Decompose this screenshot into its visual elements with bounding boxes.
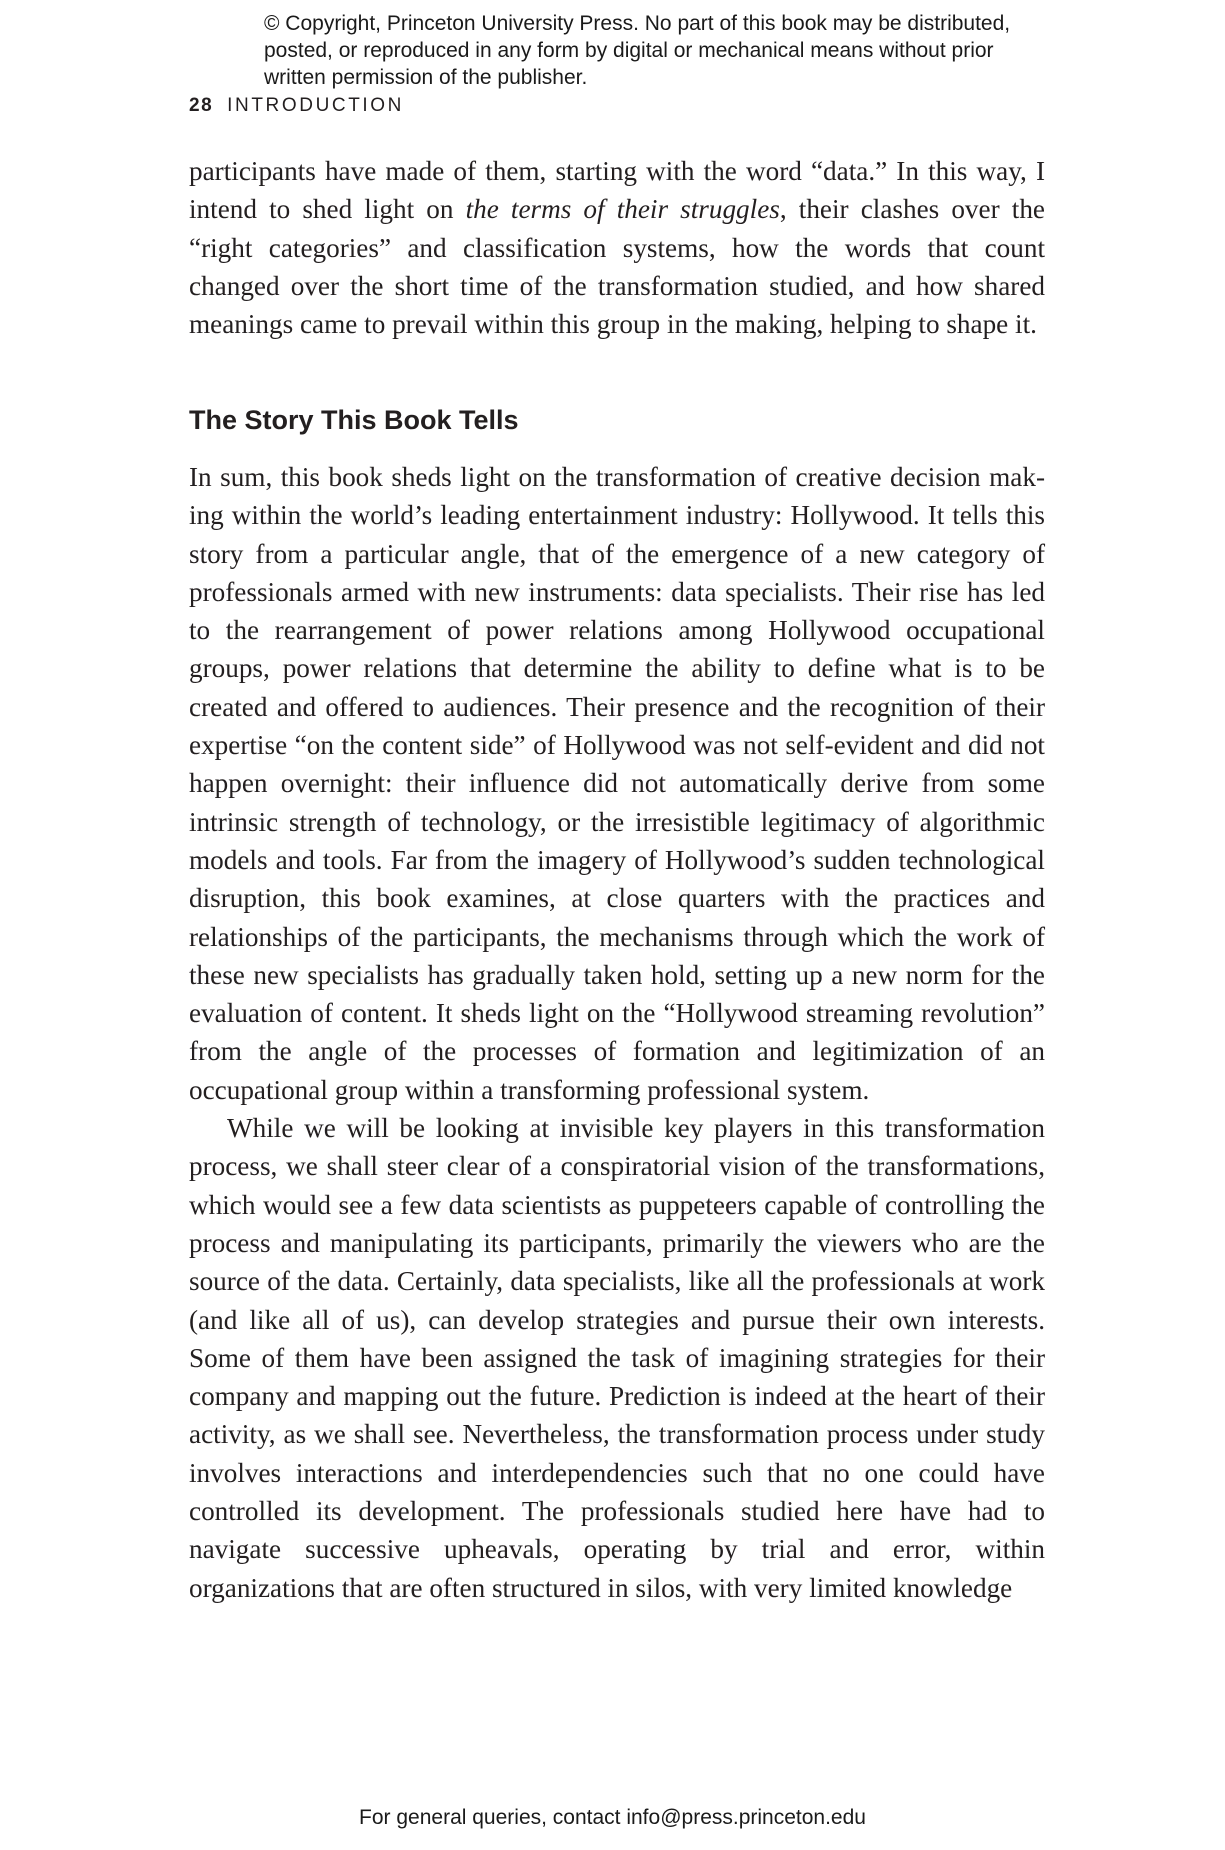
intro-paragraph (189, 152, 1045, 343)
footer-contact: For general queries, contact info@press.princeton.edu (359, 1806, 866, 1829)
page-number: 28 (189, 95, 214, 116)
running-title: INTRODUCTION (227, 95, 404, 116)
intro-paragraph-text (189, 152, 1045, 343)
section-body (189, 458, 1045, 1607)
intro-text-italic: the terms of their struggles (465, 194, 780, 225)
running-head (189, 94, 404, 118)
body-paragraph: While we will be looking at invisible key players in this transformation process, we shall steer clear of a conspiratorial vision of the transformations, which would see a few data scientists as puppeteers capable of controlling the process and manipulating its participants, primarily the viewers who are the source of the data. Certainly, data specialists, like all the professionals at work (and like all of us), can develop strategies and pursue their own interests. Some of them have been assigned the task of imagining strategies for their company and mapping out the future. Prediction is indeed at the heart of their activity, as we shall see. Nevertheless, the transformation process under study involves interactions and interdependencies such that no one could have controlled its development. The professionals studied here have had to navigate successive upheavals, operating by trial and error, within organizations that are often structured in silos, with very limited knowledge (189, 1113, 1045, 1603)
section-heading: The Story This Book Tells (189, 405, 519, 435)
intro-text-start: participants have made of them, starting with the word “data.” In this way, I intend to shed light on (189, 156, 1045, 225)
copyright-notice: © Copyright, Princeton University Press. No part of this book may be distributed, posted, or reproduced in any form by digital or mechanical means without prior written permission of the publisher. (264, 12, 1011, 89)
intro-text-end: , their clashes over the “right categories” and classification systems, how the words that count changed over the short time of the transformation studied, and how shared meanings came to prevail within this group in the making, helping to shape it. (189, 194, 1045, 340)
body-paragraph: In sum, this book sheds light on the transformation of creative decision making within the world’s leading entertainment industry: Hollywood. It tells this story from a particular angle, that of the emergence of a new category of professionals armed with new instruments: data specialists. Their rise has led to the rearrangement of power relations among Hollywood occupational groups, power relations that determine the ability to define what is to be created and offered to audiences. Their presence and the recognition of their expertise “on the content side” of Hollywood was not self-evident and did not happen overnight: their influence did not automatically derive from some intrinsic strength of technology, or the irresistible legitimacy of algorithmic models and tools. Far from the imagery of Hollywood’s sudden technological disruption, this book examines, at close quarters with the practices and relationships of the participants, the mechanisms through which the work of these new specialists has gradually taken hold, setting up a new norm for the evaluation of content. It sheds light on the “Hollywood streaming revolution” from the angle of the processes of formation and legitimization of an occupational group within a transforming professional system. (189, 462, 1045, 1105)
